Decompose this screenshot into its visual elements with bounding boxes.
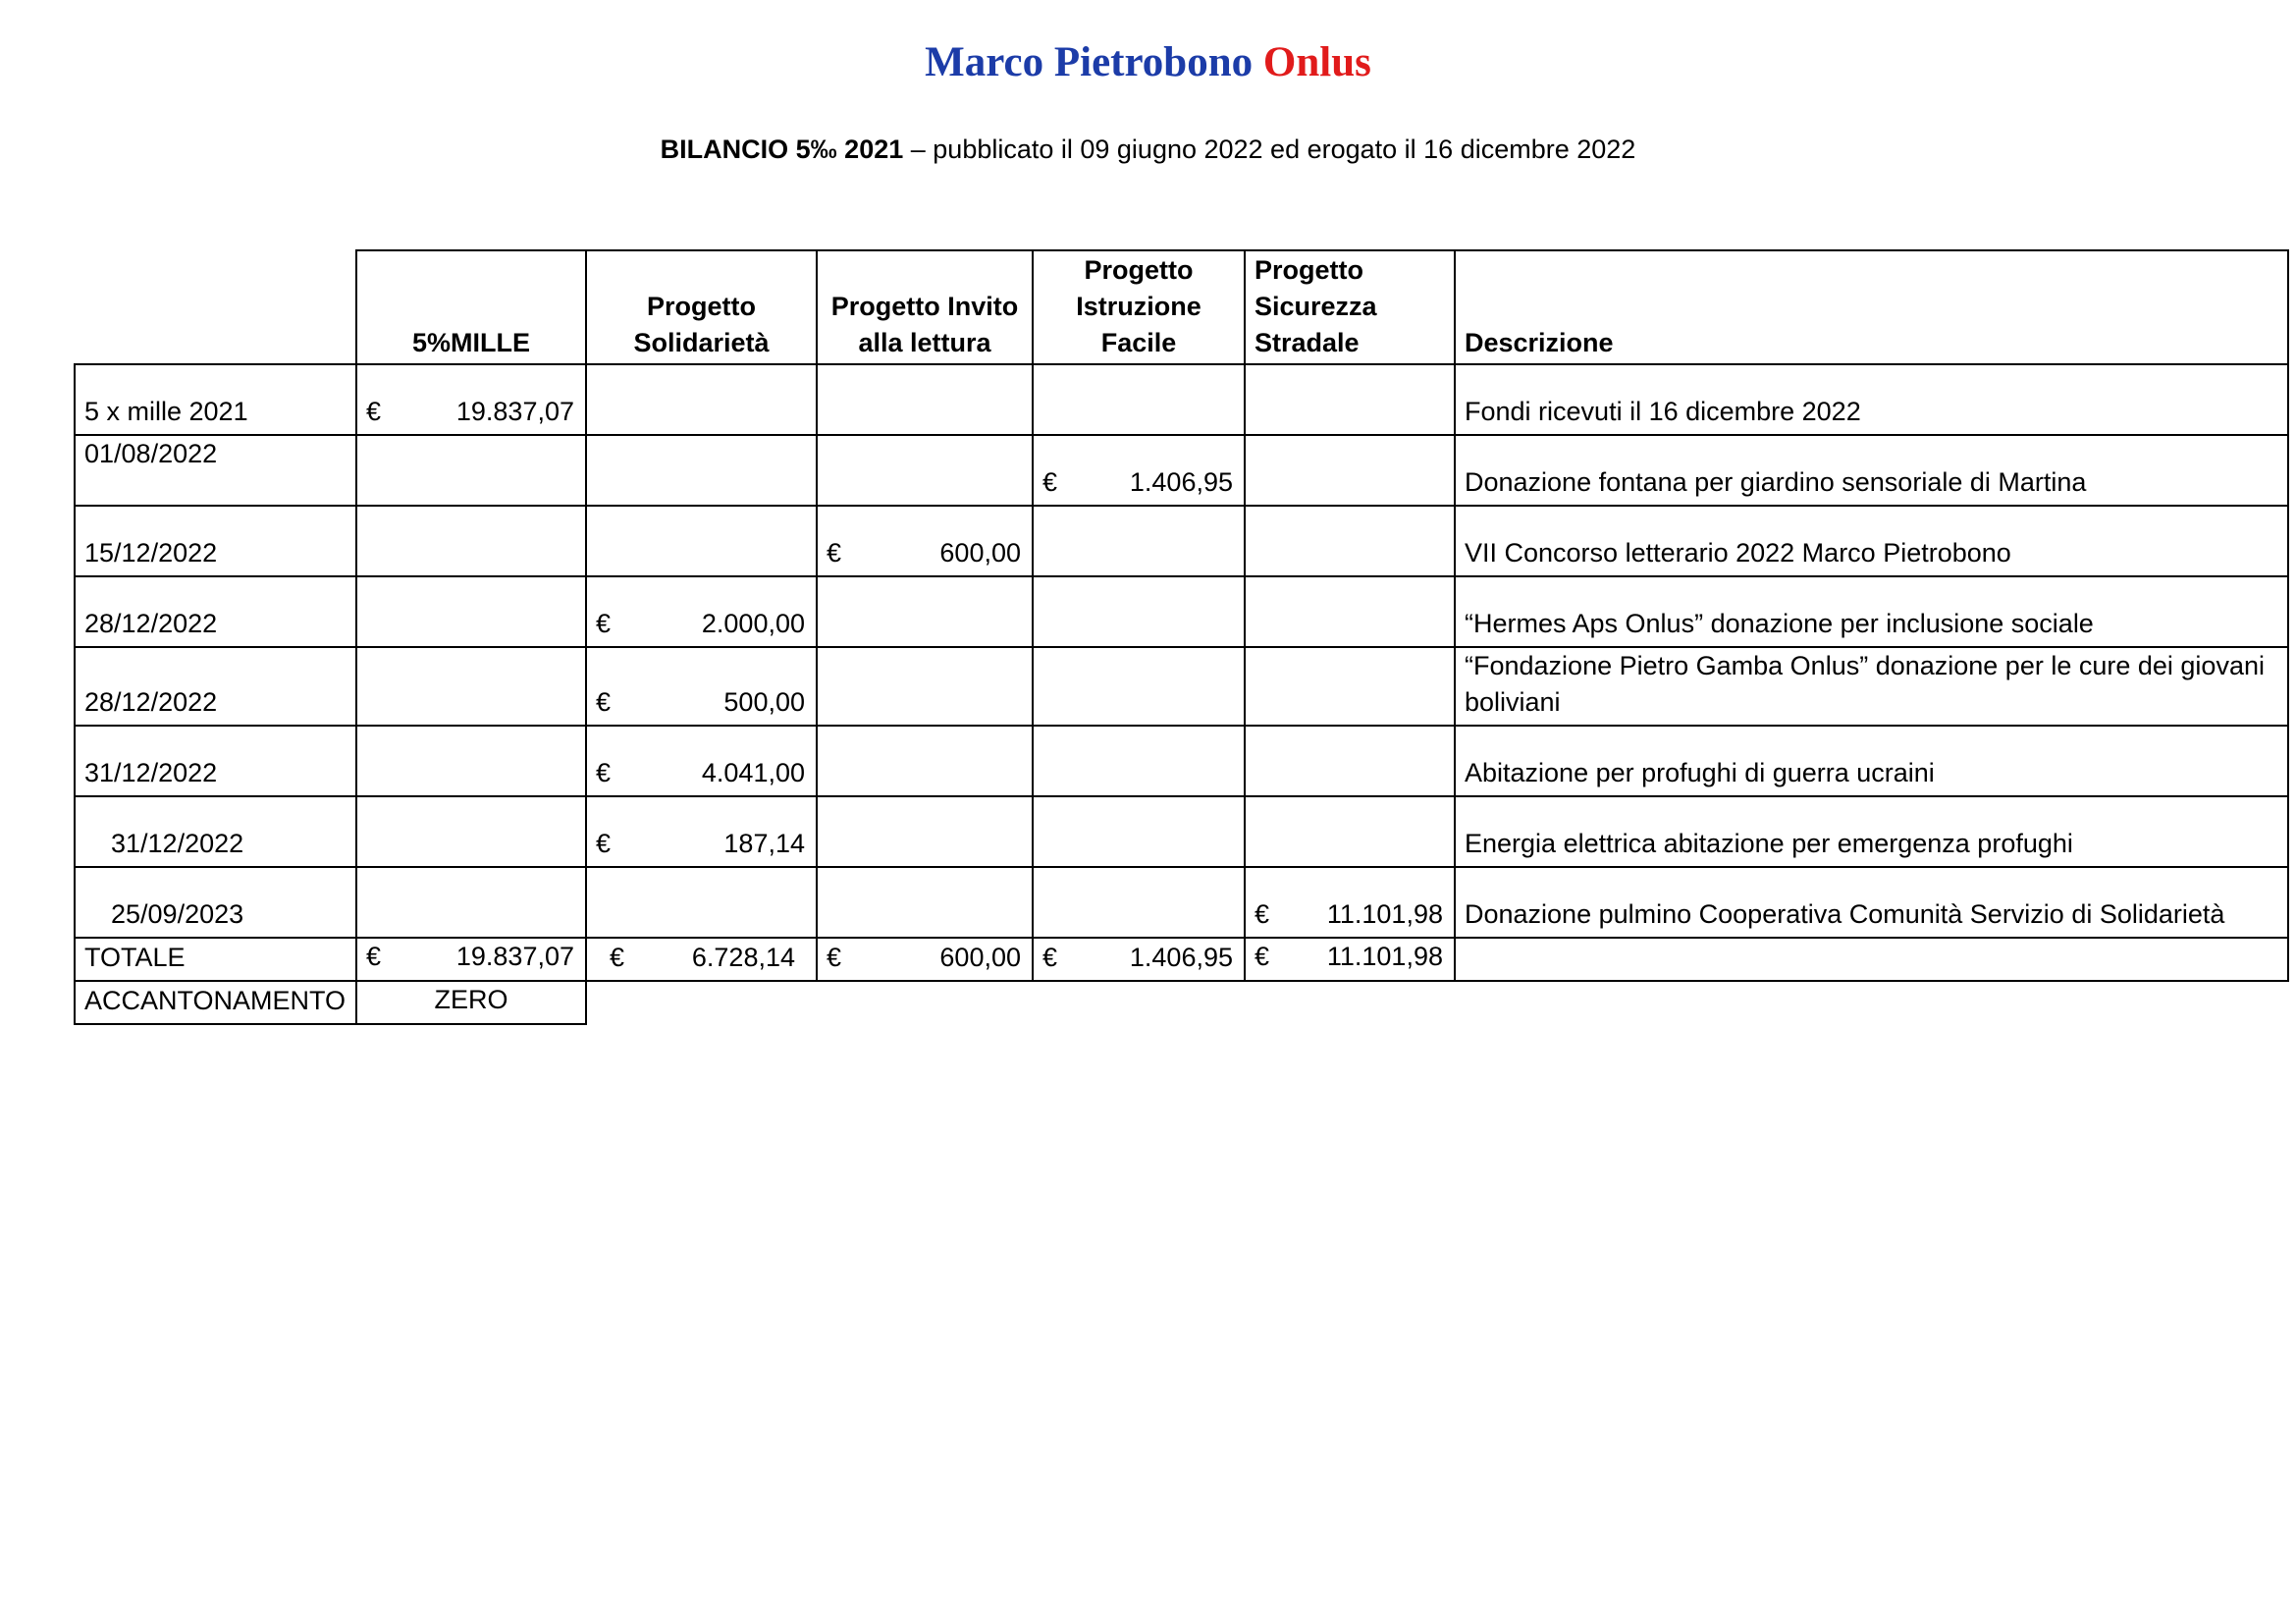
totale-mille-cell (356, 938, 586, 981)
totale-label: TOTALE (75, 938, 356, 981)
totale-description-cell (1455, 938, 2288, 981)
currency-symbol: € (596, 609, 612, 638)
row-istruzione-cell (1033, 726, 1245, 796)
row-istruzione-cell (1033, 435, 1245, 506)
row-lettura-cell (817, 576, 1033, 647)
subtitle-publication-info: – pubblicato il 09 giugno 2022 ed erogato il 16 dicembre 2022 (910, 135, 1636, 164)
header-descrizione: Descrizione (1455, 250, 2288, 364)
accantonamento-value: ZERO (356, 981, 586, 1024)
row-description: “Hermes Aps Onlus” donazione per inclusione sociale (1455, 576, 2288, 647)
totale-row (75, 938, 2288, 981)
row-date: 31/12/2022 (75, 796, 356, 867)
row-sicurezza-cell (1245, 576, 1455, 647)
row-lettura-cell (817, 796, 1033, 867)
row-description: Energia elettrica abitazione per emergenza profughi (1455, 796, 2288, 867)
header-blank-cell (75, 250, 356, 364)
row-solidarieta-cell (586, 647, 817, 726)
currency-symbol: € (1042, 943, 1058, 972)
row-mille-cell (356, 796, 586, 867)
row-lettura-cell (817, 867, 1033, 938)
row-lettura-cell (817, 364, 1033, 435)
row-mille-amount: 19.837,07 (455, 397, 574, 426)
header-invito-lettura: Progetto Invito alla lettura (817, 250, 1033, 364)
row-description: Donazione pulmino Cooperativa Comunità Servizio di Solidarietà (1455, 867, 2288, 938)
row-description: Fondi ricevuti il 16 dicembre 2022 (1455, 364, 2288, 435)
row-sicurezza-cell (1245, 435, 1455, 506)
row-mille-cell (356, 647, 586, 726)
row-mille-cell (356, 506, 586, 576)
totale-solidarieta-cell (586, 938, 817, 981)
row-solidarieta-cell (586, 364, 817, 435)
row-description: “Fondazione Pietro Gamba Onlus” donazione per le cure dei giovani boliviani (1455, 647, 2288, 726)
header-solidarieta: Progetto Solidarietà (586, 250, 817, 364)
row-mille-cell (356, 726, 586, 796)
totale-solidarieta-amount: 6.728,14 (691, 943, 795, 972)
currency-symbol: € (596, 758, 612, 787)
accantonamento-blank (586, 981, 2288, 1024)
totale-lettura-amount: 600,00 (939, 943, 1021, 972)
totale-mille-amount: 19.837,07 (455, 942, 574, 971)
totale-istruzione-amount: 1.406,95 (1129, 943, 1233, 972)
document-title (0, 35, 2296, 90)
currency-symbol: € (1255, 942, 1270, 971)
table-row (75, 364, 2288, 435)
row-sicurezza-cell (1245, 364, 1455, 435)
totale-istruzione-cell (1033, 938, 1245, 981)
row-sicurezza-cell (1245, 506, 1455, 576)
row-sicurezza-cell (1245, 647, 1455, 726)
row-date: 31/12/2022 (75, 726, 356, 796)
header-5xmille: 5%MILLE (356, 250, 586, 364)
row-date: 15/12/2022 (75, 506, 356, 576)
accantonamento-label: ACCANTONAMENTO (75, 981, 356, 1024)
table-row (75, 796, 2288, 867)
row-date: 28/12/2022 (75, 647, 356, 726)
totale-sicurezza-cell (1245, 938, 1455, 981)
row-solidarieta-amount: 187,14 (723, 829, 805, 858)
currency-symbol: € (827, 538, 842, 568)
row-sicurezza-cell (1245, 726, 1455, 796)
row-istruzione-cell (1033, 506, 1245, 576)
document-subtitle (0, 132, 2296, 167)
row-sicurezza-cell (1245, 796, 1455, 867)
row-lettura-cell (817, 726, 1033, 796)
row-lettura-cell (817, 435, 1033, 506)
row-mille-cell (356, 576, 586, 647)
row-solidarieta-cell (586, 867, 817, 938)
bilancio-table (74, 249, 2289, 1025)
totale-lettura-cell (817, 938, 1033, 981)
table-header-row (75, 250, 2288, 364)
row-sicurezza-cell (1245, 867, 1455, 938)
row-solidarieta-amount: 2.000,00 (701, 609, 805, 638)
row-solidarieta-amount: 500,00 (723, 687, 805, 717)
header-istruzione-facile: Progetto Istruzione Facile (1033, 250, 1245, 364)
table-row (75, 647, 2288, 726)
currency-symbol: € (366, 397, 382, 426)
currency-symbol: € (827, 943, 842, 972)
table-row (75, 576, 2288, 647)
row-date: 25/09/2023 (75, 867, 356, 938)
accantonamento-row (75, 981, 2288, 1024)
row-lettura-amount: 600,00 (939, 538, 1021, 568)
row-solidarieta-cell (586, 576, 817, 647)
row-description: VII Concorso letterario 2022 Marco Pietrobono (1455, 506, 2288, 576)
currency-symbol: € (1042, 467, 1058, 497)
row-istruzione-amount: 1.406,95 (1129, 467, 1233, 497)
table-row (75, 435, 2288, 506)
row-solidarieta-amount: 4.041,00 (701, 758, 805, 787)
row-date: 5 x mille 2021 (75, 364, 356, 435)
currency-symbol: € (366, 942, 382, 971)
header-sicurezza-stradale: Progetto Sicurezza Stradale (1245, 250, 1455, 364)
row-solidarieta-cell (586, 726, 817, 796)
row-sicurezza-amount: 11.101,98 (1326, 899, 1443, 929)
row-date: 28/12/2022 (75, 576, 356, 647)
table-row (75, 726, 2288, 796)
title-org-name: Marco Pietrobono (925, 39, 1254, 85)
row-istruzione-cell (1033, 576, 1245, 647)
row-description: Abitazione per profughi di guerra ucraini (1455, 726, 2288, 796)
row-date: 01/08/2022 (75, 435, 356, 506)
title-onlus: Onlus (1262, 39, 1371, 85)
row-lettura-cell (817, 506, 1033, 576)
currency-symbol: € (1255, 899, 1270, 929)
row-mille-cell (356, 364, 586, 435)
row-istruzione-cell (1033, 867, 1245, 938)
currency-symbol: € (596, 687, 612, 717)
row-mille-cell (356, 435, 586, 506)
row-solidarieta-cell (586, 506, 817, 576)
currency-symbol: € (596, 829, 612, 858)
row-description: Donazione fontana per giardino sensoriale di Martina (1455, 435, 2288, 506)
row-istruzione-cell (1033, 364, 1245, 435)
table-row (75, 506, 2288, 576)
row-mille-cell (356, 867, 586, 938)
row-istruzione-cell (1033, 647, 1245, 726)
row-lettura-cell (817, 647, 1033, 726)
subtitle-bilancio: BILANCIO 5‰ 2021 (660, 135, 904, 164)
row-solidarieta-cell (586, 435, 817, 506)
totale-sicurezza-amount: 11.101,98 (1326, 942, 1443, 971)
row-istruzione-cell (1033, 796, 1245, 867)
row-solidarieta-cell (586, 796, 817, 867)
table-row (75, 867, 2288, 938)
currency-symbol: € (610, 943, 625, 972)
